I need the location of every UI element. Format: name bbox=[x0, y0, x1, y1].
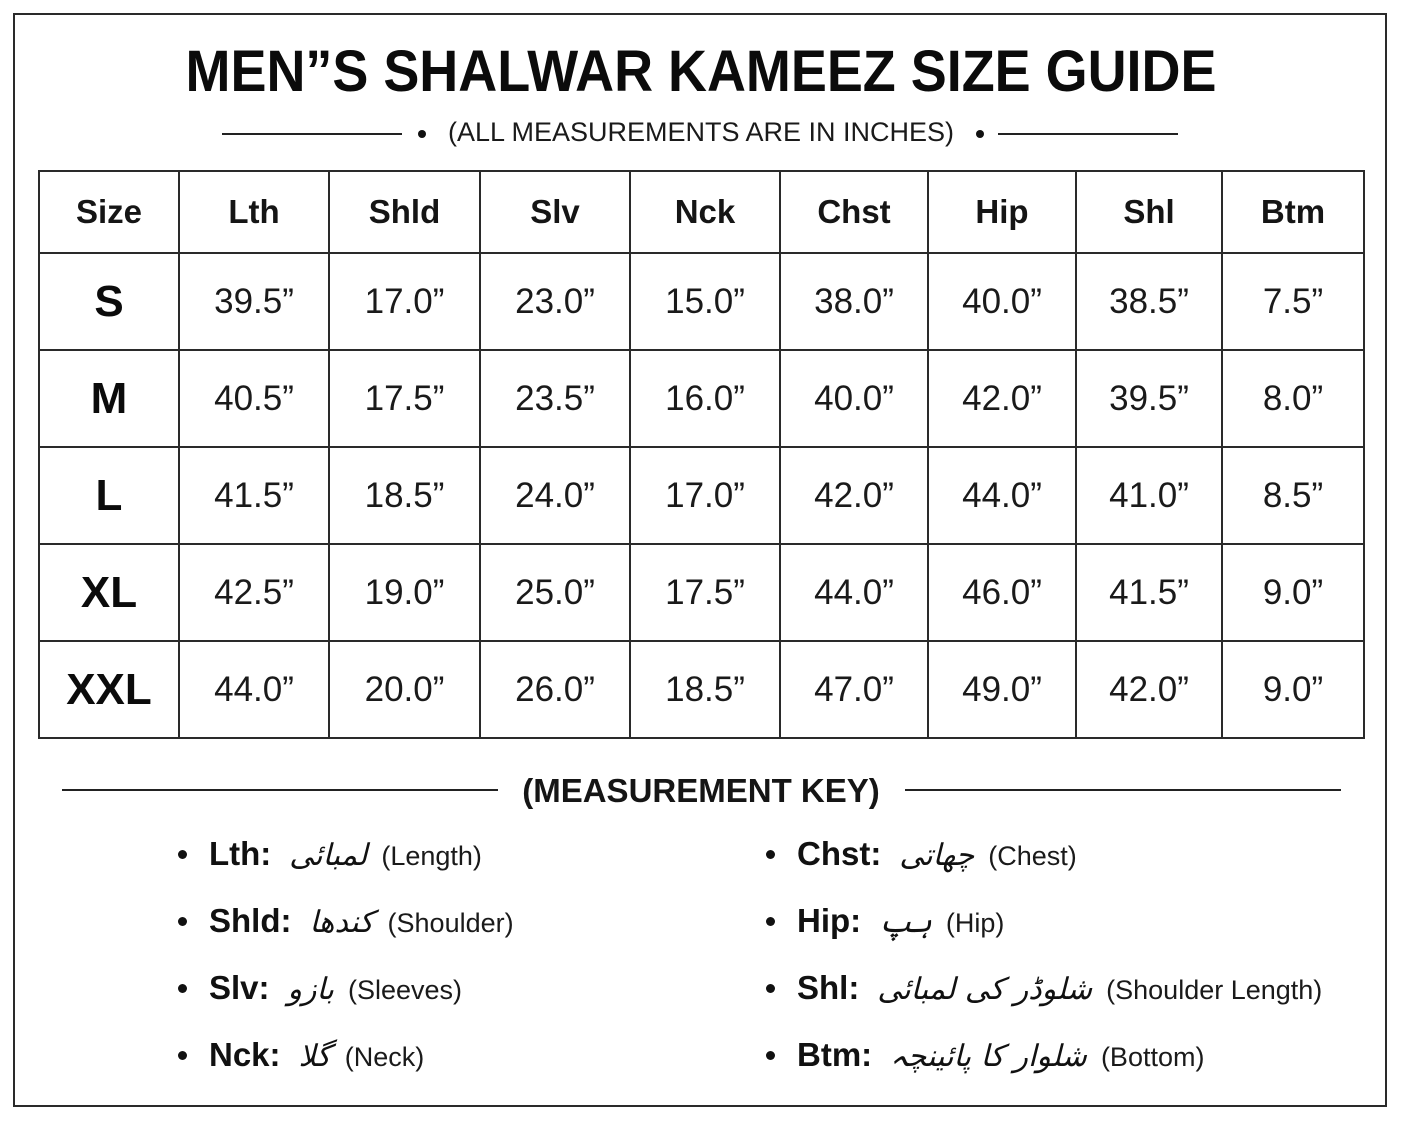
bullet-icon bbox=[766, 984, 775, 993]
measurement-cell: 42.0” bbox=[780, 447, 928, 544]
column-header: Size bbox=[39, 171, 179, 253]
key-urdu-term: لمبائی bbox=[289, 838, 368, 873]
divider-dot-left bbox=[418, 130, 426, 138]
key-abbreviation: Hip: bbox=[797, 902, 862, 939]
divider-line-right bbox=[998, 133, 1178, 135]
column-header: Shl bbox=[1076, 171, 1222, 253]
measurement-cell: 49.0” bbox=[928, 641, 1076, 738]
key-divider-right bbox=[905, 789, 1341, 791]
table-row bbox=[39, 641, 1364, 738]
column-header: Shld bbox=[329, 171, 480, 253]
key-abbreviation: Btm: bbox=[797, 1036, 873, 1073]
measurement-cell: 8.0” bbox=[1222, 350, 1364, 447]
key-urdu-term: گلا bbox=[298, 1039, 331, 1074]
key-item bbox=[178, 1021, 514, 1088]
key-list-left bbox=[178, 820, 514, 1088]
key-english-term: (Hip) bbox=[945, 908, 1005, 938]
measurement-cell: 42.0” bbox=[928, 350, 1076, 447]
measurement-cell: 40.0” bbox=[780, 350, 928, 447]
key-abbreviation: Shld: bbox=[209, 902, 292, 939]
measurement-cell: 17.0” bbox=[329, 253, 480, 350]
divider-line-left bbox=[222, 133, 402, 135]
bullet-icon bbox=[178, 984, 187, 993]
key-abbreviation: Lth: bbox=[209, 835, 272, 872]
key-urdu-term: چھاتی bbox=[899, 838, 975, 873]
measurement-cell: 44.0” bbox=[928, 447, 1076, 544]
table-header-row bbox=[39, 171, 1364, 253]
measurement-cell: 23.5” bbox=[480, 350, 630, 447]
key-english-term: (Neck) bbox=[344, 1042, 425, 1072]
measurement-cell: 40.0” bbox=[928, 253, 1076, 350]
measurement-cell: 23.0” bbox=[480, 253, 630, 350]
bullet-icon bbox=[766, 917, 775, 926]
measurement-cell: 44.0” bbox=[179, 641, 329, 738]
column-header: Hip bbox=[928, 171, 1076, 253]
key-english-term: (Shoulder) bbox=[387, 908, 514, 938]
measurement-cell: 42.0” bbox=[1076, 641, 1222, 738]
key-english-term: (Sleeves) bbox=[348, 975, 463, 1005]
measurement-cell: 7.5” bbox=[1222, 253, 1364, 350]
table-row bbox=[39, 447, 1364, 544]
column-header: Nck bbox=[630, 171, 780, 253]
measurement-cell: 26.0” bbox=[480, 641, 630, 738]
bullet-icon bbox=[766, 1051, 775, 1060]
measurement-cell: 39.5” bbox=[179, 253, 329, 350]
table-body bbox=[39, 253, 1364, 738]
size-label-cell: S bbox=[39, 253, 179, 350]
key-urdu-term: شلوار کا پائینچہ bbox=[890, 1039, 1087, 1074]
key-english-term: (Shoulder Length) bbox=[1106, 975, 1323, 1005]
table-row bbox=[39, 253, 1364, 350]
measurement-cell: 41.0” bbox=[1076, 447, 1222, 544]
measurement-cell: 38.0” bbox=[780, 253, 928, 350]
measurement-cell: 15.0” bbox=[630, 253, 780, 350]
measurement-cell: 46.0” bbox=[928, 544, 1076, 641]
measurement-cell: 16.0” bbox=[630, 350, 780, 447]
measurement-cell: 9.0” bbox=[1222, 544, 1364, 641]
measurement-cell: 8.5” bbox=[1222, 447, 1364, 544]
subtitle: (ALL MEASUREMENTS ARE IN INCHES) bbox=[447, 117, 955, 147]
key-item bbox=[766, 820, 1322, 887]
key-english-term: (Bottom) bbox=[1100, 1042, 1205, 1072]
measurement-cell: 47.0” bbox=[780, 641, 928, 738]
key-item bbox=[178, 887, 514, 954]
measurement-cell: 41.5” bbox=[1076, 544, 1222, 641]
key-item bbox=[766, 1021, 1322, 1088]
key-abbreviation: Nck: bbox=[209, 1036, 281, 1073]
measurement-cell: 40.5” bbox=[179, 350, 329, 447]
key-item bbox=[766, 954, 1322, 1021]
measurement-cell: 25.0” bbox=[480, 544, 630, 641]
measurement-cell: 20.0” bbox=[329, 641, 480, 738]
measurement-cell: 17.5” bbox=[630, 544, 780, 641]
measurement-cell: 39.5” bbox=[1076, 350, 1222, 447]
column-header: Slv bbox=[480, 171, 630, 253]
column-header: Chst bbox=[780, 171, 928, 253]
key-english-term: (Chest) bbox=[988, 841, 1077, 871]
key-urdu-term: ہپ bbox=[879, 905, 932, 940]
size-label-cell: L bbox=[39, 447, 179, 544]
measurement-cell: 18.5” bbox=[329, 447, 480, 544]
bullet-icon bbox=[766, 850, 775, 859]
key-divider-left bbox=[62, 789, 498, 791]
measurement-cell: 41.5” bbox=[179, 447, 329, 544]
key-abbreviation: Shl: bbox=[797, 969, 860, 1006]
column-header: Lth bbox=[179, 171, 329, 253]
page-title: MEN”S SHALWAR KAMEEZ SIZE GUIDE bbox=[185, 39, 1217, 104]
key-urdu-term: شلوڈر کی لمبائی bbox=[877, 972, 1093, 1007]
key-heading-row bbox=[0, 770, 1402, 814]
key-list-right bbox=[766, 820, 1322, 1088]
bullet-icon bbox=[178, 1051, 187, 1060]
key-item bbox=[766, 887, 1322, 954]
measurement-cell: 38.5” bbox=[1076, 253, 1222, 350]
table-row bbox=[39, 544, 1364, 641]
measurement-cell: 42.5” bbox=[179, 544, 329, 641]
measurement-cell: 17.5” bbox=[329, 350, 480, 447]
size-label-cell: XL bbox=[39, 544, 179, 641]
key-urdu-term: بازو bbox=[287, 972, 334, 1007]
measurement-cell: 24.0” bbox=[480, 447, 630, 544]
column-header: Btm bbox=[1222, 171, 1364, 253]
key-abbreviation: Slv: bbox=[209, 969, 270, 1006]
size-label-cell: XXL bbox=[39, 641, 179, 738]
measurement-cell: 18.5” bbox=[630, 641, 780, 738]
bullet-icon bbox=[178, 850, 187, 859]
measurement-cell: 9.0” bbox=[1222, 641, 1364, 738]
measurement-cell: 17.0” bbox=[630, 447, 780, 544]
key-item bbox=[178, 820, 514, 887]
divider-dot-right bbox=[976, 130, 984, 138]
key-english-term: (Length) bbox=[381, 841, 482, 871]
table-row bbox=[39, 350, 1364, 447]
measurement-key-title: (MEASUREMENT KEY) bbox=[522, 772, 880, 809]
bullet-icon bbox=[178, 917, 187, 926]
key-item bbox=[178, 954, 514, 1021]
size-table bbox=[38, 170, 1365, 739]
key-urdu-term: کندھا bbox=[309, 905, 374, 940]
key-abbreviation: Chst: bbox=[797, 835, 882, 872]
measurement-cell: 19.0” bbox=[329, 544, 480, 641]
size-label-cell: M bbox=[39, 350, 179, 447]
measurement-cell: 44.0” bbox=[780, 544, 928, 641]
subtitle-row bbox=[0, 116, 1402, 152]
